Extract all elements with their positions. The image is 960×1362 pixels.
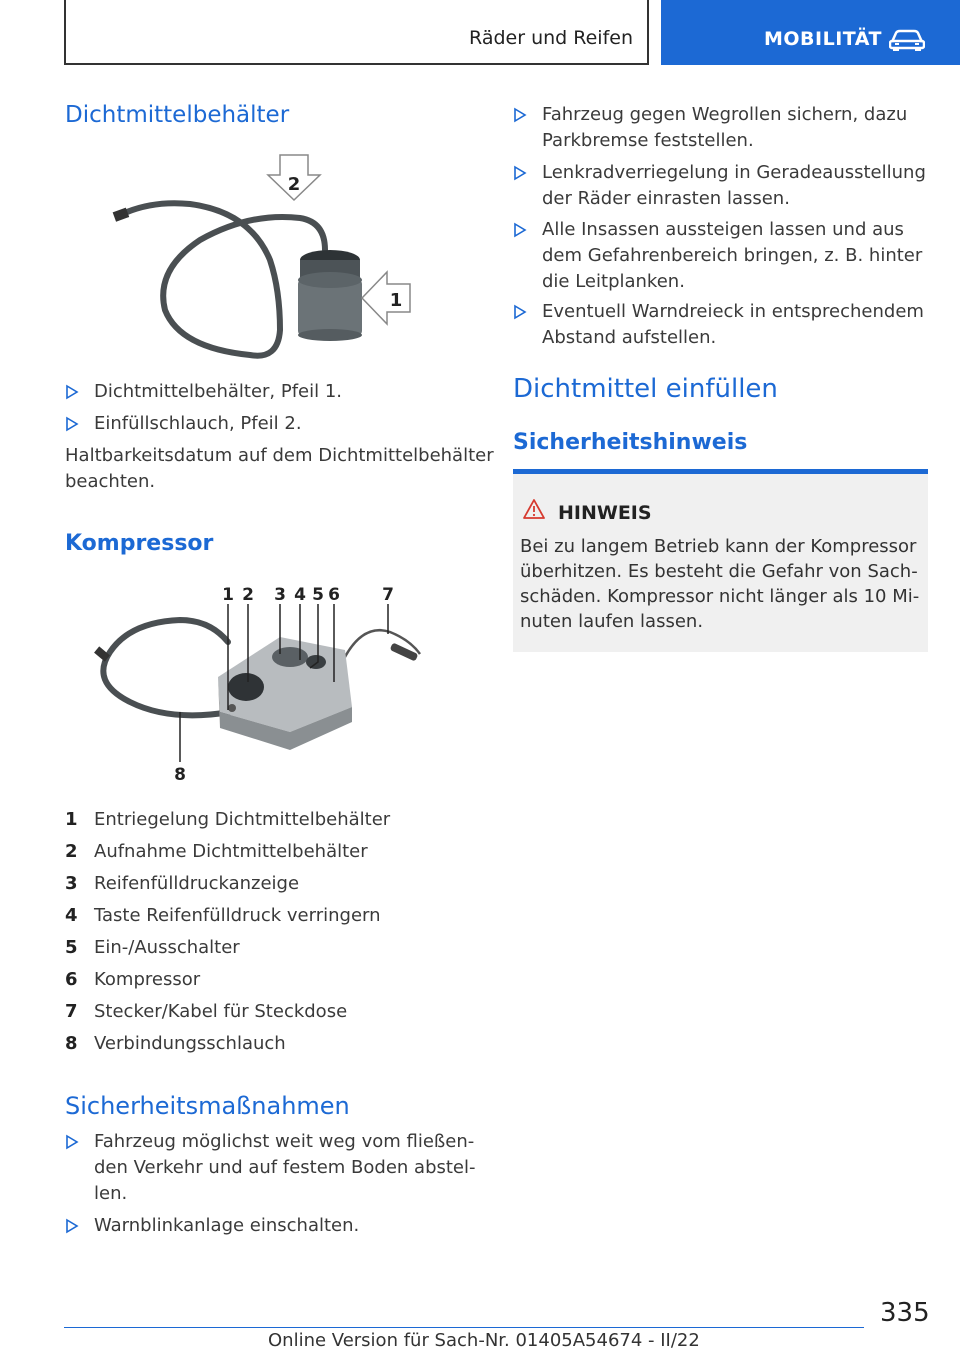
- list-item-line: Eventuell Warndreieck in entsprechendem: [542, 301, 924, 322]
- bullet-triangle-icon: [513, 160, 527, 186]
- image2-label-3: 3: [274, 585, 286, 605]
- image1-label-2: 2: [287, 174, 301, 195]
- notice-box: [513, 469, 928, 652]
- image2-label-1: 1: [222, 585, 234, 605]
- header-chapter-box: [661, 0, 960, 65]
- legend-number: 5: [65, 937, 78, 958]
- notice-title: HINWEIS: [558, 502, 652, 524]
- heading-sicherheitshinweis: Sicherheitshinweis: [513, 430, 748, 455]
- list-item-text: Einfüllschlauch, Pfeil 2.: [94, 413, 302, 434]
- list-item-text: Warnblinkanlage einschalten.: [94, 1215, 360, 1236]
- list-item-line: Alle Insassen aussteigen lassen und aus: [542, 219, 904, 240]
- list-item-line: der Räder einrasten lassen.: [542, 188, 790, 209]
- list-item-line: Fahrzeug möglichst weit weg vom fließen-: [94, 1131, 475, 1152]
- list-item-line: den Verkehr und auf festem Boden abstel-: [94, 1157, 476, 1178]
- list-item-text: Dichtmittelbehälter, Pfeil 1.: [94, 381, 343, 402]
- notice-line: schäden. Kompressor nicht länger als 10 Mi-: [520, 586, 920, 607]
- bullet-triangle-icon: [65, 1213, 79, 1239]
- paragraph-line: beachten.: [65, 471, 156, 492]
- bullet-triangle-icon: [65, 1129, 79, 1155]
- image2-label-2: 2: [242, 585, 254, 605]
- legend-text: Taste Reifenfülldruck verringern: [94, 905, 381, 926]
- legend-text: Aufnahme Dichtmittelbehälter: [94, 841, 368, 862]
- bullet-triangle-icon: [65, 411, 79, 437]
- list-item-line: dem Gefahrenbereich bringen, z. B. hinter: [542, 245, 923, 266]
- notice-line: überhitzen. Es besteht die Gefahr von Sach-: [520, 561, 918, 582]
- list-item: [513, 102, 907, 154]
- list-item-line: Abstand aufstellen.: [542, 327, 717, 348]
- heading-kompressor: Kompressor: [65, 531, 214, 556]
- image2-label-6: 6: [328, 585, 340, 605]
- image2-label-8: 8: [174, 765, 186, 785]
- header-section-box: [64, 0, 649, 65]
- list-item-line: Lenkradverriegelung in Geradeausstellung: [542, 162, 926, 183]
- legend-number: 2: [65, 841, 78, 862]
- legend-text: Verbindungsschlauch: [94, 1033, 286, 1054]
- list-item-line: len.: [94, 1183, 128, 1204]
- legend-number: 3: [65, 873, 78, 894]
- list-item: [513, 217, 922, 295]
- legend-text: Kompressor: [94, 969, 201, 990]
- list-item-line: die Leitplanken.: [542, 271, 685, 292]
- header-section-title: Räder und Reifen: [469, 27, 633, 49]
- legend-text: Reifenfülldruckanzeige: [94, 873, 300, 894]
- bullet-triangle-icon: [513, 102, 527, 128]
- header-chapter-title: MOBILITÄT: [764, 28, 882, 50]
- list-item: [65, 1129, 476, 1207]
- list-item-line: Parkbremse feststellen.: [542, 130, 754, 151]
- list-item: [513, 299, 924, 351]
- heading-dichtmittelbehaelter: Dichtmittelbehälter: [65, 102, 290, 128]
- footer-text: Online Version für Sach-Nr. 01405A54674 - II/22: [268, 1330, 700, 1351]
- image2-label-5: 5: [312, 585, 324, 605]
- warning-icon: [523, 499, 545, 519]
- image1-label-1: 1: [389, 290, 403, 311]
- footer-divider: [64, 1327, 864, 1328]
- legend-number: 4: [65, 905, 78, 926]
- compressor-illustration: [90, 582, 430, 787]
- heading-dichtmittel-einfuellen: Dichtmittel einfüllen: [513, 374, 778, 404]
- notice-line: nuten laufen lassen.: [520, 611, 704, 632]
- legend-text: Stecker/Kabel für Steckdose: [94, 1001, 348, 1022]
- legend-number: 8: [65, 1033, 78, 1054]
- list-item: [513, 160, 926, 212]
- paragraph-line: Haltbarkeitsdatum auf dem Dichtmittelbehälter: [65, 445, 494, 466]
- heading-sicherheitsmassnahmen: Sicherheitsmaßnahmen: [65, 1092, 350, 1120]
- list-item: [65, 411, 302, 437]
- legend-text: Entriegelung Dichtmittelbehälter: [94, 809, 391, 830]
- legend-text: Ein-/Ausschalter: [94, 937, 240, 958]
- list-item: [65, 1213, 359, 1239]
- bullet-triangle-icon: [513, 299, 527, 325]
- list-item: [65, 379, 342, 405]
- image2-label-7: 7: [382, 585, 394, 605]
- page-number: 335: [880, 1298, 930, 1328]
- notice-line: Bei zu langem Betrieb kann der Kompressor: [520, 536, 917, 557]
- paragraph-haltbarkeit: [65, 443, 494, 495]
- bullet-triangle-icon: [513, 217, 527, 243]
- image2-label-4: 4: [294, 585, 306, 605]
- list-item-line: Fahrzeug gegen Wegrollen sichern, dazu: [542, 104, 908, 125]
- legend-number: 1: [65, 809, 78, 830]
- notice-text: [520, 534, 920, 634]
- legend-number: 7: [65, 1001, 78, 1022]
- car-icon: [889, 28, 925, 52]
- legend-number: 6: [65, 969, 78, 990]
- sealant-container-illustration: [110, 150, 430, 365]
- bullet-triangle-icon: [65, 379, 79, 405]
